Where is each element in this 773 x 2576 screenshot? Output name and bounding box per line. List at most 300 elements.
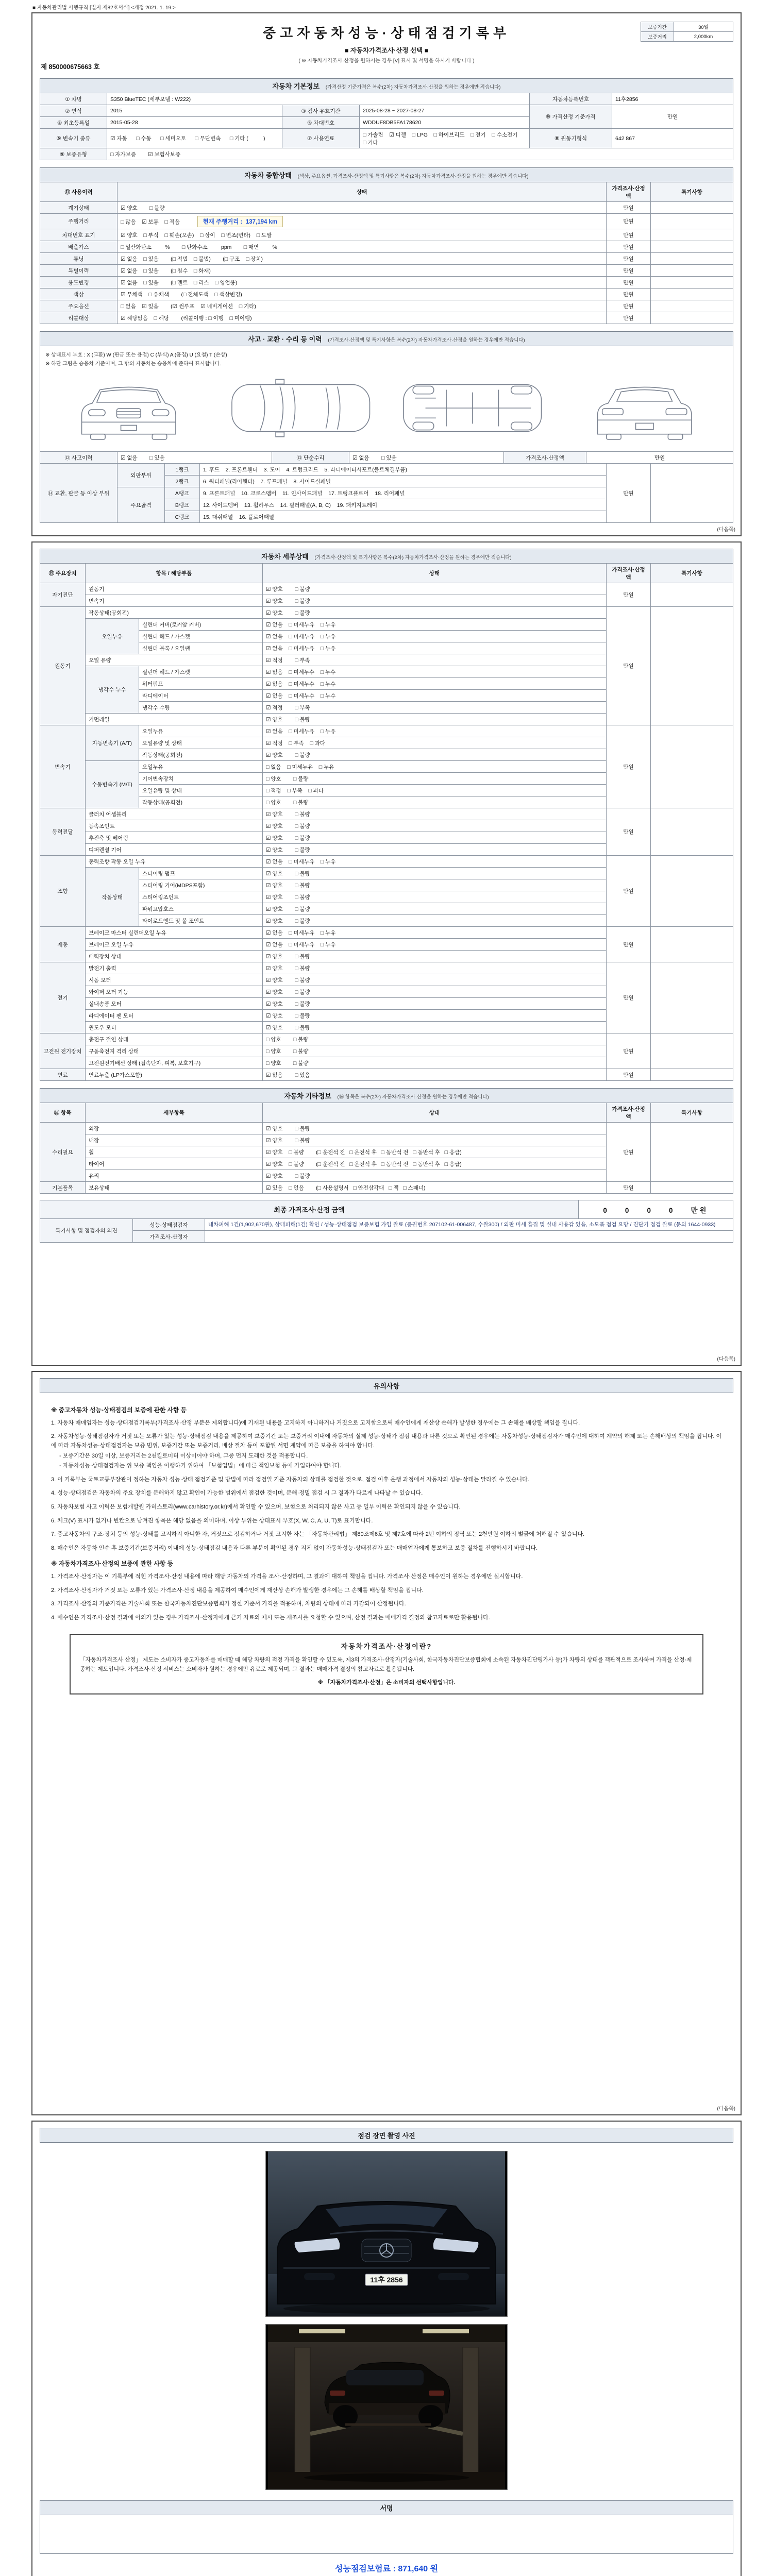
checkbox-group[interactable]: ☑ 양호 □ 불량 [263, 986, 607, 998]
transmission-checkboxes[interactable]: ☑ 자동 □ 수동 □ 세미오토 □ 무단변속 □ 기타 ( ) [107, 129, 282, 148]
checkbox-group[interactable]: ☑ 양호 □ 불량 [263, 891, 607, 903]
rank-parts[interactable]: 9. 프론트패널 10. 크로스멤버 11. 인사이드패널 17. 트렁크플로어 18. 리어패널 [200, 487, 607, 499]
notice-item [51, 1503, 722, 1512]
inspection-fee-line [40, 2562, 733, 2574]
rank-label: 2랭크 [165, 476, 200, 487]
row-label: 주요옵션 [40, 300, 117, 312]
note-cell[interactable] [651, 253, 733, 265]
checkbox-group[interactable]: ☑ 있음 □ 없음 (□ 사용설명서 □ 안전삼각대 □ 잭 □ 스패너) [263, 1182, 607, 1194]
accident-price-label: 가격조사·산정액 [504, 452, 586, 464]
checkbox-group[interactable]: □ 없음 ☑ 있음 (☑ 썬루프 ☑ 네비게이션 □ 기타) [117, 300, 607, 312]
note-cell[interactable] [651, 241, 733, 253]
note-cell[interactable] [651, 464, 733, 523]
etc-table [40, 1103, 733, 1194]
warranty-type-checkboxes[interactable]: □ 자가보증 ☑ 보험사보증 [107, 148, 733, 160]
final-price-value[interactable]: 0 0 0 0 만원 [579, 1200, 733, 1219]
rank-parts[interactable]: 15. 대쉬패널 16. 플로어패널 [200, 511, 607, 523]
notice-item-text: 6. 체크(V) 표시가 없거나 빈칸으로 남겨진 항목은 해당 없음을 의미하며, 이상 부위는 상태표시 부호(X, W, C, A, U, T)로 표기합니다. [51, 1517, 373, 1524]
note-cell[interactable] [651, 583, 733, 607]
device-label: 기본품목 [40, 1182, 86, 1194]
checkbox-group[interactable]: ☑ 없음 □ 미세누유 □ 누유 [263, 631, 607, 642]
appraiser-opinion-text[interactable] [205, 1231, 733, 1243]
price-cell[interactable]: 만원 [607, 1033, 651, 1069]
note-cell[interactable] [651, 214, 733, 229]
checkbox-group[interactable]: ☑ 양호 □ 불량 [263, 962, 607, 974]
overall-header-row [40, 182, 733, 202]
basic-row [40, 93, 733, 105]
note-cell[interactable] [651, 300, 733, 312]
note-cell[interactable] [651, 1123, 733, 1182]
note-cell[interactable] [651, 277, 733, 289]
section-basic-note: (가격산정 기준가격은 복수(2차) 자동차가격조사·산정을 원하는 경우에만 적습니다) [325, 84, 501, 90]
checkbox-group[interactable]: ☑ 양호 □ 불량 [263, 1170, 607, 1182]
checkbox-group[interactable]: ☑ 양호 □ 불량 [263, 595, 607, 607]
notice-item [51, 1419, 722, 1428]
checkbox-group[interactable]: ☑ 없음 □ 미세누유 □ 누유 [263, 856, 607, 868]
opinion-title: 특기사항 및 점검자의 의견 [40, 1219, 133, 1243]
note-cell[interactable] [651, 265, 733, 277]
row-label: 계기상태 [40, 202, 117, 214]
notice-item [51, 1600, 722, 1609]
overall-row [40, 312, 733, 324]
notice-item-text: 4. 성능·상태점검은 자동차의 주요 장치를 분해하지 않고 확인이 가능한 범위에서 점검한 것이며, 분해·정밀 점검 시 그 결과가 다르게 나타날 수 있습니다. [51, 1490, 423, 1497]
price-cell[interactable]: 만원 [607, 229, 651, 241]
item-label: 윈도우 모터 [86, 1022, 263, 1033]
price-cell[interactable]: 만원 [607, 856, 651, 927]
sub-label: 냉각수 누수 [86, 666, 139, 714]
device-label: 제동 [40, 927, 86, 962]
col-note: 특기사항 [651, 1103, 733, 1123]
checkbox-group[interactable]: ☑ 없음 □ 미세누수 □ 누수 [263, 678, 607, 690]
sub-label: 작동상태 [86, 868, 139, 927]
item-label: 오일누유 [139, 761, 263, 773]
section-overall-note: (색상, 주요옵션, 가격조사·산정액 및 특기사항은 복수(2차) 자동차가격조사·산정을 원하는 경우에만 적습니다) [297, 174, 529, 179]
inspection-fee-label: 성능점검보험료 : [334, 2565, 396, 2573]
detail-row [40, 1123, 733, 1134]
price-cell[interactable]: 만원 [607, 607, 651, 725]
checkbox-group[interactable]: ☑ 없음 □ 미세누유 □ 누유 [263, 939, 607, 951]
checkbox-group[interactable]: □ 적정 □ 부족 □ 과다 [263, 785, 607, 796]
car-front-icon [45, 369, 212, 447]
notice-subitem: - 자동차성능·상태점검자는 위 보증 책임을 이행하기 위하여 「보험업법」에 따른 책임보험 등에 가입하여야 합니다. [59, 1463, 342, 1469]
item-label: 브레이크 마스터 실린더오일 누유 [86, 927, 263, 939]
item-label: 오일유량 및 상태 [139, 785, 263, 796]
item-label: 기어변속장치 [139, 773, 263, 785]
item-label: 원동기 [86, 583, 263, 595]
car-underbody-icon [389, 369, 556, 447]
checkbox-group[interactable]: ☑ 없음 □ 있음 (□ 렌트 □ 리스 □ 영업용) [117, 277, 607, 289]
notice-item-text: 4. 매수인은 가격조사·산정 결과에 이의가 있는 경우 가격조사·산정자에게 근거 자료의 제시 또는 재조사를 요청할 수 있으며, 산정 결과는 매매가격 결정의 참고자료로만 활용됩니다. [51, 1615, 490, 1621]
notice-block1-title: ※ 중고자동차 성능·상태점검의 보증에 관한 사항 등 [51, 1406, 187, 1414]
checkbox-group[interactable]: ☑ 없음 □ 미세누유 □ 누유 [263, 725, 607, 737]
simple-repair-checkboxes[interactable]: ☑ 없음 □ 있음 [349, 452, 504, 464]
item-label: 오일누유 [139, 725, 263, 737]
signature-area[interactable] [40, 2515, 733, 2553]
checkbox-group[interactable]: ☑ 양호 □ 불량 [263, 1123, 607, 1134]
inspection-photo-lift[interactable] [265, 2324, 508, 2490]
warranty-period-label: 보증기간 [641, 22, 674, 32]
notice-item-text: 1. 자동차 매매업자는 성능·상태점검기록부(가격조사·산정 부분은 제외합니다)에 기재된 내용을 고지하지 아니하거나 거짓으로 고지함으로써 매수인에게 재산상 손해가 발생한 경우에는 그 손해를 배상할 책임을 집니다. [51, 1419, 580, 1426]
note-cell[interactable] [651, 1033, 733, 1069]
checkbox-group[interactable]: ☑ 적정 □ 부족 [263, 702, 607, 714]
price-cell[interactable]: 만원 [607, 202, 651, 214]
item-label: 실린더 헤드 / 가스켓 [139, 631, 263, 642]
row-label: 리콜대상 [40, 312, 117, 324]
rank-parts[interactable]: 6. 쿼터패널(리어휀더) 7. 루프패널 8. 사이드실패널 [200, 476, 607, 487]
item-label: 등속조인트 [86, 820, 263, 832]
final-price-table [40, 1200, 733, 1219]
price-cell[interactable]: 만원 [607, 312, 651, 324]
checkbox-group[interactable]: □ 양호 □ 불량 [263, 773, 607, 785]
section-detail-title: 자동차 세부상태 [261, 553, 309, 561]
checkbox-group[interactable]: ☑ 양호 □ 불량 [263, 1134, 607, 1146]
note-cell[interactable] [651, 202, 733, 214]
detail-row [40, 1069, 733, 1081]
basic-row [40, 148, 733, 160]
section-accident-header [40, 331, 733, 346]
item-label: 타이로드엔드 및 볼 조인트 [139, 915, 263, 927]
checkbox-group[interactable]: ☑ 적정 □ 부족 [263, 654, 607, 666]
notice-item-text: 1. 가격조사·산정자는 이 기록부에 적힌 가격조사·산정 내용에 따라 해당 자동차의 가격을 조사·산정하며, 그 결과에 대하여 책임을 집니다. 가격조사·산정은 매수인이 원하는 경우에만 실시합니다. [51, 1573, 523, 1580]
price-appraisal-box-foot: ※ 「자동차가격조사·산정」은 소비자의 선택사항입니다. [317, 1680, 456, 1686]
reg-no-value[interactable]: 11후2856 [612, 93, 733, 105]
sheet-3 [31, 1371, 742, 2115]
rank-label: C랭크 [165, 511, 200, 523]
model-year-value[interactable]: 2015 [107, 105, 282, 117]
col-use-history: ⑪ 사용이력 [40, 182, 117, 202]
price-cell[interactable]: 만원 [607, 1182, 651, 1194]
item-label: 라디에이터 팬 모터 [86, 1010, 263, 1022]
page-title: 중고자동차성능·상태점검기록부 [262, 25, 511, 41]
item-label: 클러치 어셈블리 [86, 808, 263, 820]
col-note: 특기사항 [651, 182, 733, 202]
checkbox-group[interactable]: □ 많음 ☑ 보통 □ 적음 현재 주행거리 : 137,194 km [117, 214, 607, 229]
note-cell[interactable] [651, 312, 733, 324]
device-label: 전기 [40, 962, 86, 1033]
accident-flags-table [40, 451, 733, 464]
checkbox-group[interactable]: □ 양호 □ 불량 [263, 1033, 607, 1045]
checkbox-group[interactable]: ☑ 양호 □ 불량 [263, 879, 607, 891]
checkbox-group[interactable]: ☑ 양호 □ 불량 [263, 915, 607, 927]
section-basic-header [40, 78, 733, 93]
exchange-area-label: ⑭ 교환, 판금 등 이상 부위 [40, 464, 117, 523]
checkbox-group[interactable]: ☑ 없음 □ 있음 (□ 침수 □ 화재) [117, 265, 607, 277]
notice-subitem: - 보증기간은 30일 이상, 보증거리는 2천킬로미터 이상이어야 하며, 그중 먼저 도래한 것을 적용합니다. [59, 1452, 308, 1459]
signature-box [40, 2500, 733, 2554]
diagram-basis-note: ※ 하단 그림은 승용차 기준이며, 그 밖의 자동차는 승용차에 준하여 표시합니다. [45, 361, 222, 367]
notice-block2-title: ※ 자동차가격조사·산정의 보증에 관한 사항 등 [51, 1560, 173, 1568]
photo-stack [40, 2143, 733, 2493]
checkbox-group[interactable]: ☑ 양호 □ 불량 [263, 868, 607, 879]
item-label: 유리 [86, 1170, 263, 1182]
note-cell[interactable] [651, 927, 733, 962]
sheet-4 [31, 2121, 742, 2576]
row-label: 튜닝 [40, 253, 117, 265]
note-cell[interactable] [651, 289, 733, 300]
price-cell[interactable]: 만원 [607, 253, 651, 265]
item-label: 작동상태(공회전) [139, 749, 263, 761]
notice-item [51, 1530, 722, 1539]
item-label: 연료누출 (LP가스포함) [86, 1069, 263, 1081]
checkbox-group[interactable]: □ 양호 □ 불량 [263, 1057, 607, 1069]
item-label: 시동 모터 [86, 974, 263, 986]
item-label: 스티어링조인트 [139, 891, 263, 903]
basic-row [40, 105, 733, 117]
outer-panel-label: 외판부위 [117, 464, 165, 487]
inspection-period-value[interactable]: 2025-08-28 ~ 2027-08-27 [360, 105, 530, 117]
overall-row [40, 289, 733, 300]
sub-label: 오일누유 [86, 619, 139, 654]
detail-table [40, 563, 733, 1081]
rank-parts[interactable]: 12. 사이드멤버 13. 휠하우스 14. 필러패널(A, B, C) 19. 패키지트레이 [200, 499, 607, 511]
detail-header-row [40, 564, 733, 583]
first-reg-value[interactable]: 2015-05-28 [107, 117, 282, 129]
device-label: 수리필요 [40, 1123, 86, 1182]
overall-row [40, 277, 733, 289]
price-cell[interactable]: 만원 [607, 808, 651, 856]
checkbox-group[interactable]: ☑ 양호 □ 불량 (□ 운전석 전 □ 운전석 후 □ 동반석 전 □ 동반석 후 □ 응급) [263, 1146, 607, 1158]
inspector-label: 성능·상태점검자 [133, 1219, 205, 1231]
warranty-distance-value: 2,000km [674, 32, 733, 42]
overall-row [40, 300, 733, 312]
car-name-value[interactable]: S350 BlueTEC (세부모델 : W222) [107, 93, 530, 105]
note-cell[interactable] [651, 725, 733, 808]
col-price: 가격조사·산정액 [607, 564, 651, 583]
sheet-2 [31, 541, 742, 1366]
sub-label: 수동변속기 (M/T) [86, 761, 139, 808]
item-label: 배력장치 상태 [86, 951, 263, 962]
checkbox-group[interactable]: ☑ 없음 □ 미세누유 □ 누유 [263, 642, 607, 654]
checkbox-group[interactable]: ☑ 양호 □ 불량 [263, 1010, 607, 1022]
checkbox-group[interactable]: ☑ 양호 □ 불량 [263, 998, 607, 1010]
price-cell[interactable]: 만원 [607, 289, 651, 300]
col-device: ⑮ 주요장치 [40, 564, 86, 583]
detail-row [40, 1182, 733, 1194]
accident-history-label: ⑫ 사고이력 [40, 452, 117, 464]
base-price-label: ⑩ 가격산정 기준가격 [530, 105, 612, 129]
sub-label: 자동변속기 (A/T) [86, 725, 139, 761]
price-cell[interactable]: 만원 [607, 300, 651, 312]
item-label: 오일 유량 [86, 654, 263, 666]
item-label: 동력조향 작동 오일 누유 [86, 856, 263, 868]
item-label: 실린더 헤드 / 가스켓 [139, 666, 263, 678]
accident-history-checkboxes[interactable]: ☑ 없음 □ 있음 [117, 452, 272, 464]
note-cell[interactable] [651, 962, 733, 1033]
checkbox-group[interactable]: ☑ 양호 □ 부식 □ 훼손(오손) □ 상이 □ 변조(변타) □ 도말 [117, 229, 607, 241]
item-label: 라디에이터 [139, 690, 263, 702]
vin-value[interactable]: WDDUF8DB5FA178620 [360, 117, 530, 129]
note-cell[interactable] [651, 808, 733, 856]
notice-item [51, 1572, 722, 1582]
checkbox-group[interactable]: ☑ 없음 □ 미세누수 □ 누수 [263, 690, 607, 702]
photo1-license-plate: 11후 2856 [370, 2276, 403, 2284]
car-top-diagram[interactable] [217, 369, 384, 447]
price-cell[interactable]: 만원 [607, 265, 651, 277]
car-front-diagram[interactable] [45, 369, 212, 447]
notice-item-text: 7. 중고자동차의 구조·장치 등의 성능·상태를 고지하지 아니한 자, 거짓으로 점검하거나 거짓 고지한 자는 「자동차관리법」 제80조제6호 및 제7호에 따라 2년 이하의 징역 또는 2천만원 이하의 벌금에 처해질 수 있습니다. [51, 1531, 585, 1538]
notice-item-text: 5. 자동차보험 사고 이력은 보험개발원 카히스토리(www.carhistory.or.kr)에서 확인할 수 있으며, 보험으로 처리되지 않은 사고 등 일부 이력은 확인되지 않을 수 있습니다. [51, 1504, 461, 1511]
fuel-checkboxes[interactable]: □ 가솔린 ☑ 디젤 □ LPG □ 하이브리드 □ 전기 □ 수소전기 □ 기타 [360, 129, 530, 148]
item-label: 고전원전기배선 상태 (접속단자, 피복, 보호기구) [86, 1057, 263, 1069]
checkbox-group[interactable]: ☑ 적정 □ 부족 □ 과다 [263, 737, 607, 749]
checkbox-group[interactable]: ☑ 없음 □ 있음 (□ 적법 □ 불법) (□ 구조 □ 장치) [117, 253, 607, 265]
checkbox-group[interactable]: ☑ 양호 □ 불량 [263, 714, 607, 725]
checkbox-group[interactable]: ☑ 양호 □ 불량 [263, 903, 607, 915]
accident-price-value[interactable]: 만원 [586, 452, 733, 464]
checkbox-group[interactable]: ☑ 없음 □ 있음 [263, 1069, 607, 1081]
checkbox-group[interactable]: ☑ 양호 □ 불량 [263, 808, 607, 820]
section-accident-title: 사고 · 교환 · 수리 등 이력 [248, 335, 322, 343]
note-cell[interactable] [651, 1069, 733, 1081]
inspector-opinion-text[interactable]: 내차피해 1건(1,902,670원), 상대피해(1건) 확인 / 성능·상태점검 보증보험 가입 완료 (증권번호 207102-61-006487, 수완300) / 외판 미세 흠집 및 실내 사용감 있음, 소모품 점검 요망 / 진단기 점검 완료 (문의 1644-0933) [205, 1219, 733, 1231]
price-cell[interactable]: 만원 [607, 1123, 651, 1182]
item-label: 작동상태(공회전) [139, 796, 263, 808]
checkbox-group[interactable]: ☑ 양호 □ 불량 [263, 749, 607, 761]
item-label: 추진축 및 베어링 [86, 832, 263, 844]
section-basic-title: 자동차 기본정보 [272, 82, 320, 90]
item-label: 변속기 [86, 595, 263, 607]
price-cell[interactable]: 만원 [607, 583, 651, 607]
note-cell[interactable] [651, 856, 733, 927]
opinion-row [40, 1231, 733, 1243]
notice-block1-list [51, 1419, 722, 1553]
checkbox-group[interactable]: ☑ 양호 □ 불량 [263, 974, 607, 986]
checkbox-group[interactable]: □ 일산화탄소 % □ 탄화수소 ppm □ 매연 % [117, 241, 607, 253]
device-label: 변속기 [40, 725, 86, 808]
checkbox-group[interactable]: ☑ 없음 □ 미세누유 □ 누유 [263, 927, 607, 939]
item-label: 스티어링 기어(MDPS포함) [139, 879, 263, 891]
warranty-row [641, 22, 733, 32]
car-rear-icon [561, 369, 728, 447]
checkbox-group[interactable]: ☑ 없음 □ 미세누유 □ 누유 [263, 619, 607, 631]
price-cell[interactable]: 만원 [607, 962, 651, 1033]
warranty-row [641, 32, 733, 42]
note-cell[interactable] [651, 229, 733, 241]
row-label: 용도변경 [40, 277, 117, 289]
detail-row [40, 583, 733, 595]
notice-item-text: 3. 가격조사·산정의 기준가격은 기술사회 또는 한국자동차진단보증협회가 정한 기준서 가격을 적용하며, 차량의 상태에 따라 가감되어 산정됩니다. [51, 1601, 406, 1607]
overall-row [40, 214, 733, 229]
checkbox-group[interactable]: ☑ 양호 □ 불량 [117, 202, 607, 214]
checkbox-group[interactable]: □ 없음 □ 미세누유 □ 누유 [263, 761, 607, 773]
car-underbody-diagram[interactable] [389, 369, 556, 447]
checkbox-group[interactable]: □ 양호 □ 불량 [263, 796, 607, 808]
next-page-mark: (다음쪽) [717, 1357, 735, 1362]
notice-item-text: 8. 매수인은 자동차 인수 후 보증기간(보증거리) 이내에 성능·상태점검 내용과 다른 부분이 확인된 경우 지체 없이 자동차성능·상태점검자 또는 매매업자에게 통보하고 보증 절차를 진행하시기 바랍니다. [51, 1545, 538, 1551]
notice-item [51, 1614, 722, 1623]
basic-row [40, 129, 733, 148]
notice-item-text: 2. 가격조사·산정자가 거짓 또는 오류가 있는 가격조사·산정 내용을 제공하여 매수인에게 재산상 손해가 발생한 경우에는 그 손해를 배상할 책임을 집니다. [51, 1587, 424, 1594]
price-cell[interactable]: 만원 [607, 214, 651, 229]
checkbox-group[interactable]: ☑ 해당없음 □ 해당 (리콜이행 : □ 이행 □ 미이행) [117, 312, 607, 324]
form-code-note: ■ 자동차관리법 시행규칙 [별지 제82호서식] <개정 2021. 1. 19.> [32, 5, 176, 11]
row-label: 배출가스 [40, 241, 117, 253]
base-price-value[interactable]: 만원 [612, 105, 733, 129]
price-cell[interactable]: 만원 [607, 241, 651, 253]
item-label: 내장 [86, 1134, 263, 1146]
price-cell[interactable]: 만원 [607, 725, 651, 808]
opinion-table [40, 1218, 733, 1243]
overall-row [40, 253, 733, 265]
section-overall-header [40, 167, 733, 182]
rank-parts[interactable]: 1. 후드 2. 프론트휀더 3. 도어 4. 트렁크리드 5. 라디에이터서포트(볼트체결부품) [200, 464, 607, 476]
odometer-highlight: 현재 주행거리 : 137,194 km [197, 216, 283, 227]
item-label: 발전기 출력 [86, 962, 263, 974]
checkbox-group[interactable]: ☑ 양호 □ 불량 [263, 583, 607, 595]
car-rear-diagram[interactable] [561, 369, 728, 447]
checkbox-group[interactable]: ☑ 양호 □ 불량 [263, 844, 607, 856]
checkbox-group[interactable]: ☑ 양호 □ 불량 [263, 1022, 607, 1033]
checkbox-group[interactable]: ☑ 양호 □ 불량 [263, 951, 607, 962]
price-cell[interactable]: 만원 [607, 1069, 651, 1081]
photos-title: 점검 장면 촬영 사진 [358, 2132, 415, 2140]
note-cell[interactable] [651, 1182, 733, 1194]
checkbox-group[interactable]: ☑ 양호 □ 불량 [263, 832, 607, 844]
detail-row [40, 808, 733, 820]
sheet-1 [31, 12, 742, 536]
note-cell[interactable] [651, 607, 733, 725]
device-label: 원동기 [40, 607, 86, 725]
inspection-photo-front[interactable] [265, 2151, 508, 2317]
simple-repair-label: ⑬ 단순수리 [272, 452, 349, 464]
checkbox-group[interactable]: □ 양호 □ 불량 [263, 1045, 607, 1057]
col-item: 항목 / 해당부품 [86, 564, 263, 583]
notice-item [51, 1476, 722, 1485]
panel-rank-table [40, 463, 733, 523]
rank-label: B랭크 [165, 499, 200, 511]
device-label: 고전원 전기장치 [40, 1033, 86, 1069]
item-label: 타이어 [86, 1158, 263, 1170]
price-appraisal-box-text: 「자동차가격조사·산정」 제도는 소비자가 중고자동차를 매매할 때 해당 차량의 적정 가격을 확인할 수 있도록, 제3의 가격조사·산정자(기술사회, 한국자동차진단보증협회에 소속된 자동차진단평가사 등)가 차량의 상태를 객관적으로 조사하여 가격을 산정·제공하는 제도입니다. 가격조사·산정 서비스는 소비자가 원하는 경우에만 유료로 제공되며, 그 결과는 매매가격 결정의 참고자료로 활용됩니다. [80, 1657, 692, 1673]
car-name-label: ① 차명 [40, 93, 107, 105]
overall-row [40, 202, 733, 214]
opinion-row [40, 1219, 733, 1231]
section-etc-title: 자동차 기타정보 [284, 1092, 331, 1100]
checkbox-group[interactable]: ☑ 양호 □ 불량 [263, 607, 607, 619]
final-price-label: 최종 가격조사·산정 금액 [40, 1200, 579, 1219]
item-label: 오일유량 및 상태 [139, 737, 263, 749]
doc-number: 제 850000675663 호 [41, 63, 100, 71]
warranty-period-value: 30일 [674, 22, 733, 32]
row-label: 차대번호 표기 [40, 229, 117, 241]
device-label: 자기진단 [40, 583, 86, 607]
item-label: 휠 [86, 1146, 263, 1158]
checkbox-group[interactable]: ☑ 무채색 □ 유채색 (□ 전체도색 □ 색상변경) [117, 289, 607, 300]
detail-row [40, 607, 733, 619]
checkbox-group[interactable]: ☑ 없음 □ 미세누수 □ 누수 [263, 666, 607, 678]
engine-type-label: ⑧ 원동기형식 [530, 129, 612, 148]
col-price: 가격조사·산정액 [607, 182, 651, 202]
checkbox-group[interactable]: ☑ 양호 □ 불량 [263, 820, 607, 832]
overall-row [40, 241, 733, 253]
notice-item [51, 1489, 722, 1498]
device-label: 동력전달 [40, 808, 86, 856]
col-note: 특기사항 [651, 564, 733, 583]
engine-type-value[interactable]: 642 867 [612, 129, 733, 148]
next-page-mark: (다음쪽) [717, 2106, 735, 2112]
checkbox-group[interactable]: ☑ 양호 □ 불량 (□ 운전석 전 □ 운전석 후 □ 동반석 전 □ 동반석 후 □ 응급) [263, 1158, 607, 1170]
price-cell[interactable]: 만원 [607, 927, 651, 962]
item-label: 보유상태 [86, 1182, 263, 1194]
price-cell[interactable]: 만원 [607, 464, 651, 523]
main-frame-label: 주요골격 [117, 487, 165, 523]
etc-header-row [40, 1103, 733, 1123]
section-overall-title: 자동차 종합상태 [244, 172, 292, 179]
price-cell[interactable]: 만원 [607, 277, 651, 289]
price-select-line[interactable]: ■ 자동차가격조사·산정 선택 ■ [344, 47, 429, 54]
model-year-label: ② 연식 [40, 105, 107, 117]
final-price-row [40, 1200, 733, 1219]
